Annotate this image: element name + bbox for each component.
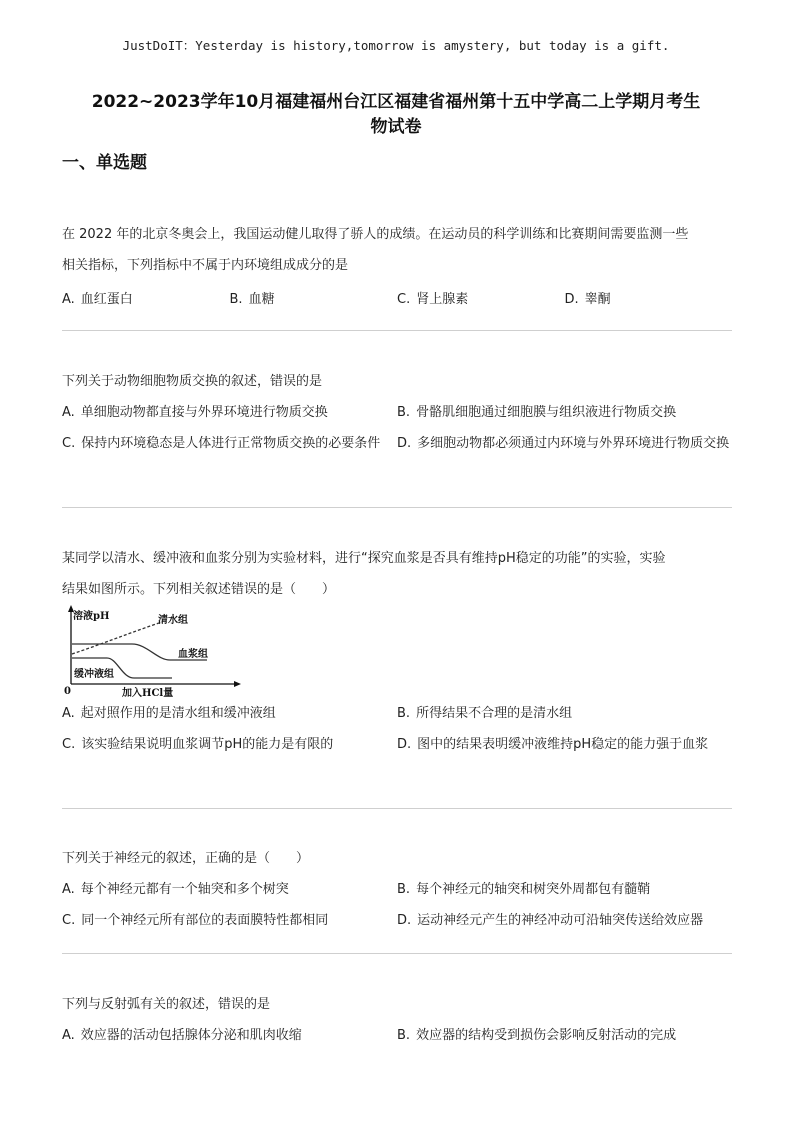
y-axis-label: 溶液pH [73,611,110,622]
x-axis-label: 加入HCl量 [122,688,174,698]
divider [62,808,732,809]
options-row [62,281,732,313]
option-c[interactable]: C. 保持内环境稳态是人体进行正常物质交换的必要条件 [62,436,381,451]
stem-line: 下列与反射弧有关的叙述，错误的是 [62,997,271,1012]
option-c[interactable]: C. 肾上腺素 [397,291,469,307]
options-row [62,874,732,905]
option-d[interactable]: D. 睾酮 [564,291,611,307]
stem-line: 相关指标，下列指标中不属于内环境组成成分的是 [62,258,349,273]
option-a[interactable]: A. 血红蛋白 [62,291,133,307]
series-label-plasma: 血浆组 [178,649,208,660]
question-stem [62,366,732,397]
options-row [62,905,732,936]
stem-line: 下列关于神经元的叙述，正确的是（ ） [62,851,310,866]
stem-line: 在 2022 年的北京冬奥会上，我国运动健儿取得了骄人的成绩。在运动员的科学训练和比赛期间需要监测一些 [62,227,689,242]
stem-line: 结果如图所示。下列相关叙述错误的是（ ） [62,582,336,597]
question-5 [62,989,732,1051]
options-row [62,1020,732,1051]
page-title [40,90,752,140]
section-heading: 一、单选题 [62,153,147,173]
option-d[interactable]: D. 运动神经元产生的神经冲动可沿轴突传送给效应器 [397,913,704,928]
option-a[interactable]: A. 起对照作用的是清水组和缓冲液组 [62,706,276,721]
option-a[interactable]: A. 单细胞动物都直接与外界环境进行物质交换 [62,405,328,420]
option-b[interactable]: B. 效应器的结构受到损伤会影响反射活动的完成 [397,1028,677,1043]
options-row [62,698,732,729]
options-row [62,397,732,428]
question-4 [62,843,732,936]
divider [62,330,732,331]
question-stem [62,219,732,281]
question-stem [62,989,732,1020]
question-1 [62,219,732,313]
option-b[interactable]: B. 血糖 [229,291,275,307]
options-row [62,729,732,760]
series-label-water: 清水组 [158,615,188,626]
title-line-1: 2022~2023学年10月福建福州台江区福建省福州第十五中学高二上学期月考生 [91,92,701,112]
option-d[interactable]: D. 多细胞动物都必须通过内环境与外界环境进行物质交换 [397,436,730,451]
option-c[interactable]: C. 同一个神经元所有部位的表面膜特性都相同 [62,913,329,928]
title-line-2: 物试卷 [370,117,422,137]
question-3 [62,543,732,605]
option-a[interactable]: A. 每个神经元都有一个轴突和多个树突 [62,882,289,897]
option-d[interactable]: D. 图中的结果表明缓冲液维持pH稳定的能力强于血浆 [397,737,709,752]
header-motto: JustDoIT：Yesterday is history,tomorrow is amystery, but today is a gift. [122,38,670,53]
question-3-options [62,698,732,760]
question-stem [62,543,732,605]
x-axis-arrow [234,681,241,687]
stem-line: 某同学以清水、缓冲液和血浆分别为实验材料，进行“探究血浆是否具有维持pH稳定的功能”的实验，实验 [62,551,666,566]
divider [62,507,732,508]
divider [62,953,732,954]
option-b[interactable]: B. 所得结果不合理的是清水组 [397,706,573,721]
stem-line: 下列关于动物细胞物质交换的叙述，错误的是 [62,374,323,389]
ph-chart [62,604,242,698]
options-row [62,428,732,459]
question-2 [62,366,732,459]
option-b[interactable]: B. 每个神经元的轴突和树突外周都包有髓鞘 [397,882,651,897]
option-a[interactable]: A. 效应器的活动包括腺体分泌和肌肉收缩 [62,1028,302,1043]
origin-label: 0 [64,686,71,697]
option-b[interactable]: B. 骨骼肌细胞通过细胞膜与组织液进行物质交换 [397,405,677,420]
option-c[interactable]: C. 该实验结果说明血浆调节pH的能力是有限的 [62,737,334,752]
series-label-buffer: 缓冲液组 [74,669,114,680]
question-stem [62,843,732,874]
